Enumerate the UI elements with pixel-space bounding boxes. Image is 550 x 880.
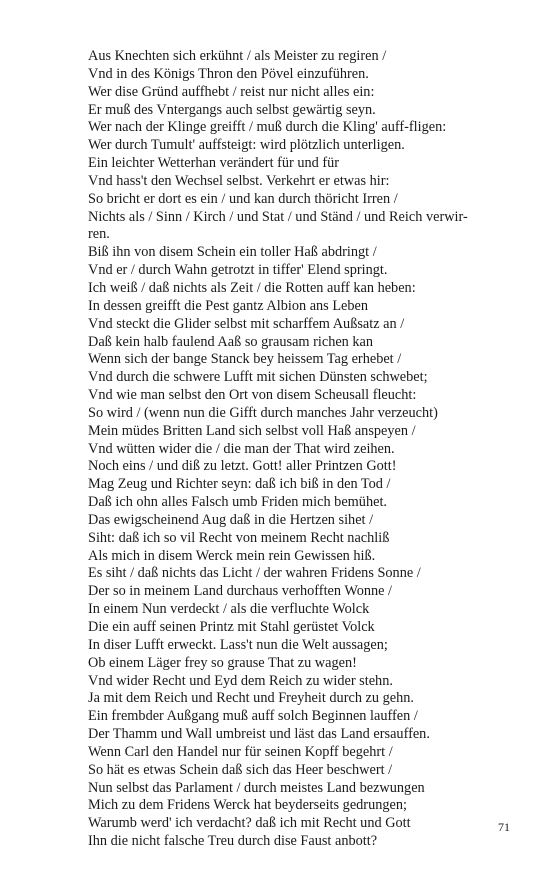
verse-line: Der so in meinem Land durchaus verhofften Wonne / xyxy=(88,583,393,600)
verse-line: Daß ich ohn alles Falsch umb Friden mich bemühet. xyxy=(88,494,387,511)
verse-line: Wer dise Gründ auffhebt / reist nur nicht alles ein: xyxy=(88,83,375,100)
verse-line: Als mich in disem Werck mein rein Gewissen hiß. xyxy=(88,547,376,564)
verse-line: Nun selbst das Parlament / durch meistes Land bezwungen xyxy=(88,779,425,796)
verse-line: In dessen greifft die Pest gantz Albion ans Leben xyxy=(88,297,369,314)
verse-line: Ja mit dem Reich und Recht und Freyheit durch zu gehn. xyxy=(88,690,414,707)
verse-line: Wenn Carl den Handel nur für seinen Kopff begehrt / xyxy=(88,743,393,760)
verse-line: Vnd steckt die Glider selbst mit scharffem Außsatz an / xyxy=(88,315,405,332)
verse-block xyxy=(88,48,508,851)
verse-line: Aus Knechten sich erkühnt / als Meister zu regiren / xyxy=(88,48,387,64)
verse-line: Siht: daß ich so vil Recht von meinem Recht nachliß xyxy=(88,529,390,546)
page-number: 71 xyxy=(498,820,510,834)
verse-line: Vnd hass't den Wechsel selbst. Verkehrt er etwas hir: xyxy=(88,172,390,189)
verse-line: So wird / (wenn nun die Gifft durch manches Jahr verzeucht) xyxy=(88,404,438,421)
verse-line: Warumb werd' ich verdacht? daß ich mit Recht und Gott xyxy=(88,815,411,832)
verse-line: Ein leichter Wetterhan verändert für und für xyxy=(88,155,340,172)
verse-line: Die ein auff seinen Printz mit Stahl gerüstet Volck xyxy=(88,619,375,635)
verse-line: Ich weiß / daß nichts als Zeit / die Rotten auff kan heben: xyxy=(88,279,416,296)
verse-line: Nichts als / Sinn / Kirch / und Stat / und Ständ / und Reich verwir- xyxy=(88,208,468,225)
verse-line: Wer nach der Klinge greifft / muß durch die Kling' auff-fligen: xyxy=(88,119,447,136)
verse-line: Ob einem Läger frey so grause That zu wagen! xyxy=(88,654,357,671)
verse-line: Mein müdes Britten Land sich selbst voll Haß anspeyen / xyxy=(88,422,416,439)
verse-line: Er muß des Vntergangs auch selbst gewärtig seyn. xyxy=(88,101,376,118)
verse-line: Es siht / daß nichts das Licht / der wahren Fridens Sonne / xyxy=(88,565,421,582)
verse-line: So hät es etwas Schein daß sich das Heer beschwert / xyxy=(88,761,393,778)
verse-line: In einem Nun verdeckt / als die verfluchte Wolck xyxy=(88,601,370,618)
verse-line: Daß kein halb faulend Aaß so grausam richen kan xyxy=(88,333,374,350)
verse-line: Ihn die nicht falsche Treu durch dise Faust anbott? xyxy=(88,833,378,850)
verse-line: Mag Zeug und Richter seyn: daß ich biß in den Tod / xyxy=(88,476,391,493)
verse-line: Vnd er / durch Wahn getrotzt in tiffer' Elend springt. xyxy=(88,262,388,279)
verse-line: Biß ihn von disem Schein ein toller Haß abdringt / xyxy=(88,244,377,261)
verse-line: Vnd in des Königs Thron den Pövel einzuführen. xyxy=(88,65,369,82)
verse-line: Noch eins / und diß zu letzt. Gott! aller Printzen Gott! xyxy=(88,458,397,475)
verse-line: Vnd wie man selbst den Ort von disem Scheusall fleucht: xyxy=(88,387,417,404)
verse-line: Vnd durch die schwere Lufft mit sichen Dünsten schwebet; xyxy=(88,369,428,386)
verse-line: In diser Lufft erweckt. Lass't nun die Welt aussagen; xyxy=(88,636,388,653)
verse-line: Wenn sich der bange Stanck bey heissem Tag erhebet / xyxy=(88,351,402,368)
verse-line: Der Thamm und Wall umbreist und läst das Land ersauffen. xyxy=(88,726,430,743)
verse-line: Vnd wider Recht und Eyd dem Reich zu wider stehn. xyxy=(88,672,393,689)
verse-line: Vnd wütten wider die / die man der That wird zeihen. xyxy=(88,440,395,457)
verse-line: Das ewigscheinend Aug daß in die Hertzen sihet / xyxy=(88,511,374,528)
verse-line: Mich zu dem Fridens Werck hat beyderseits gedrungen; xyxy=(88,797,407,814)
verse-line: So bricht er dort es ein / und kan durch thöricht Irren / xyxy=(88,190,398,207)
verse-line: ren. xyxy=(88,226,110,243)
verse-line: Wer durch Tumult' auffsteigt: wird plötzlich unterligen. xyxy=(88,137,405,154)
verse-line: Ein frembder Außgang muß auff solch Beginnen lauffen / xyxy=(88,708,418,725)
